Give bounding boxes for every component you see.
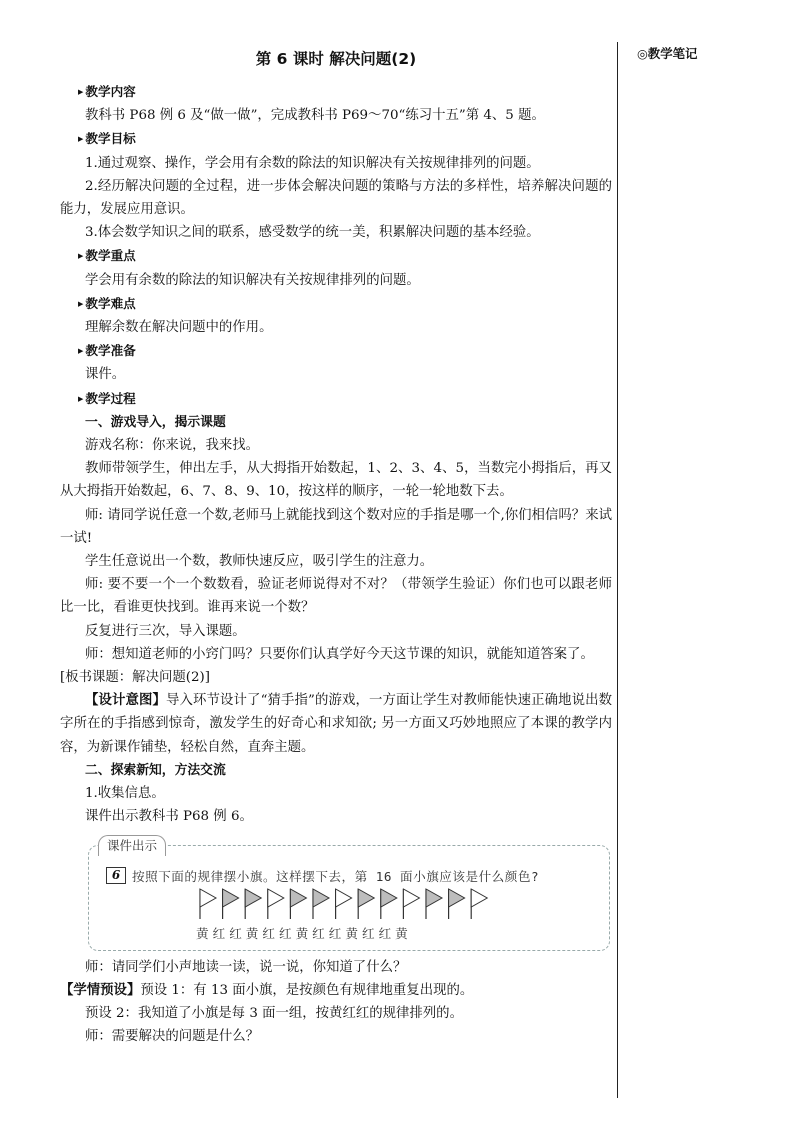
part2-p4: 师：需要解决的问题是什么？ — [85, 1029, 260, 1045]
flag-red — [313, 889, 329, 919]
example-figure — [88, 835, 610, 953]
flag-row — [198, 887, 498, 921]
notes-label: ◎教学笔记 — [637, 46, 698, 61]
triangle-bullet-icon: ▶ — [78, 394, 84, 403]
flag-red — [426, 889, 442, 919]
part1-p1: 游戏名称：你来说，我来找。 — [85, 438, 260, 454]
preset-label: 【学情预设】 — [60, 982, 141, 998]
flag-yellow — [268, 889, 284, 919]
lesson-document — [60, 46, 612, 1048]
flag-red — [449, 889, 465, 919]
part1-p3: 师: 请同学说任意一个数,老师马上就能找到这个数对应的手指是哪一个,你们相信吗？来试一试! — [60, 507, 612, 546]
prep-text: 课件。 — [85, 367, 126, 383]
part2-p3: 师：请同学们小声地读一读，说一说，你知道了什么？ — [85, 959, 407, 975]
part2-p1: 1.收集信息。 — [85, 786, 165, 802]
example-question: 按照下面的规律摆小旗。这样摆下去，第 16 面小旗应该是什么颜色? — [132, 868, 540, 884]
part1-p4: 学生任意说出一个数，教师快速反应，吸引学生的注意力。 — [85, 554, 434, 570]
flag-red — [290, 889, 306, 919]
figure-tab: 课件出示 — [98, 835, 166, 856]
design-label: 【设计意图】 — [85, 693, 167, 709]
margin-divider — [617, 42, 618, 1098]
page-title: 第 6 课时 解决问题(2) — [255, 50, 417, 68]
triangle-bullet-icon: ▶ — [78, 299, 84, 308]
part1-p7: 师：想知道老师的小窍门吗？只要你们认真学好今天这节课的知识，就能知道答案了。 — [85, 646, 594, 662]
flag-yellow — [403, 889, 419, 919]
section-head-prep: ▶ 教学准备 — [78, 343, 136, 359]
part1-p6: 反复进行三次，导入课题。 — [85, 623, 246, 639]
flag-yellow — [471, 889, 487, 919]
part2-p2: 课件出示教科书 P68 例 6。 — [85, 809, 253, 825]
flag-yellow — [336, 889, 352, 919]
flag-red — [245, 889, 261, 919]
goal-1: 1.通过观察、操作，学会用有余数的除法的知识解决有关按规律排列的问题。 — [85, 155, 540, 171]
triangle-bullet-icon: ▶ — [78, 347, 84, 356]
flag-colors: 黄 红 红 黄 红 红 黄 红 红 黄 红 红 黄 — [196, 925, 408, 941]
goal-2: 2.经历解决问题的全过程，进一步体会解决问题的策略与方法的多样性，培养解决问题的能力，发展应用意识。 — [60, 178, 612, 218]
flag-red — [358, 889, 374, 919]
triangle-bullet-icon: ▶ — [78, 252, 84, 261]
goal-3: 3.体会数学知识之间的联系，感受数学的统一美，积累解决问题的基本经验。 — [85, 225, 540, 241]
part2-heading: 二、探索新知，方法交流 — [85, 762, 226, 778]
section-head-process: ▶ 教学过程 — [78, 390, 136, 406]
section-head-key: ▶ 教学重点 — [78, 248, 136, 264]
flag-red — [223, 889, 239, 919]
preset-2: 预设 2：我知道了小旗是每 3 面一组，按黄红红的规律排列的。 — [85, 1005, 463, 1021]
design-intent — [60, 689, 612, 759]
flag-yellow — [200, 889, 216, 919]
board-title: [板书课题：解决问题(2)] — [60, 670, 210, 686]
preset-1 — [60, 979, 612, 1002]
design-text: 导入环节设计了“猜手指”的游戏，一方面让学生对教师能快速正确地说出数字所在的手指感到惊奇，激发学生的好奇心和求知欲; 另一方面又巧妙地照应了本课的教学内容，为新课作铺垫，轻松自然，直奔主题。 — [60, 693, 612, 755]
part1-p5: 师: 要不要一个一个数数看，验证老师说得对不对？（带领学生验证）你们也可以跟老师比一比，看谁更快找到。谁再来说一个数？ — [60, 577, 612, 616]
flag-red — [381, 889, 397, 919]
triangle-bullet-icon: ▶ — [78, 135, 84, 144]
content-text: 教科书 P68 例 6 及“做一做”，完成教科书 P69～70“练习十五”第 4、5 题。 — [85, 108, 545, 124]
section-head-difficulty: ▶ 教学难点 — [78, 295, 136, 311]
triangle-bullet-icon: ▶ — [78, 88, 84, 96]
key-text: 学会用有余数的除法的知识解决有关按规律排列的问题。 — [85, 272, 420, 288]
preset-1-text: 预设 1：有 13 面小旗，是按颜色有规律地重复出现的。 — [140, 982, 474, 998]
part1-heading: 一、游戏导入，揭示课题 — [85, 414, 226, 430]
example-number: 6 — [106, 867, 126, 884]
part1-p2: 教师带领学生，伸出左手，从大拇指开始数起，1、2、3、4、5，当数完小拇指后，再又从大拇指开始数起，6、7、8、9、10，按这样的顺序，一轮一轮地数下去。 — [60, 461, 612, 500]
difficulty-text: 理解余数在解决问题中的作用。 — [85, 320, 273, 336]
section-head-goals: ▶ 教学目标 — [78, 131, 136, 147]
section-head-content: ▶ 教学内容 — [78, 84, 136, 99]
